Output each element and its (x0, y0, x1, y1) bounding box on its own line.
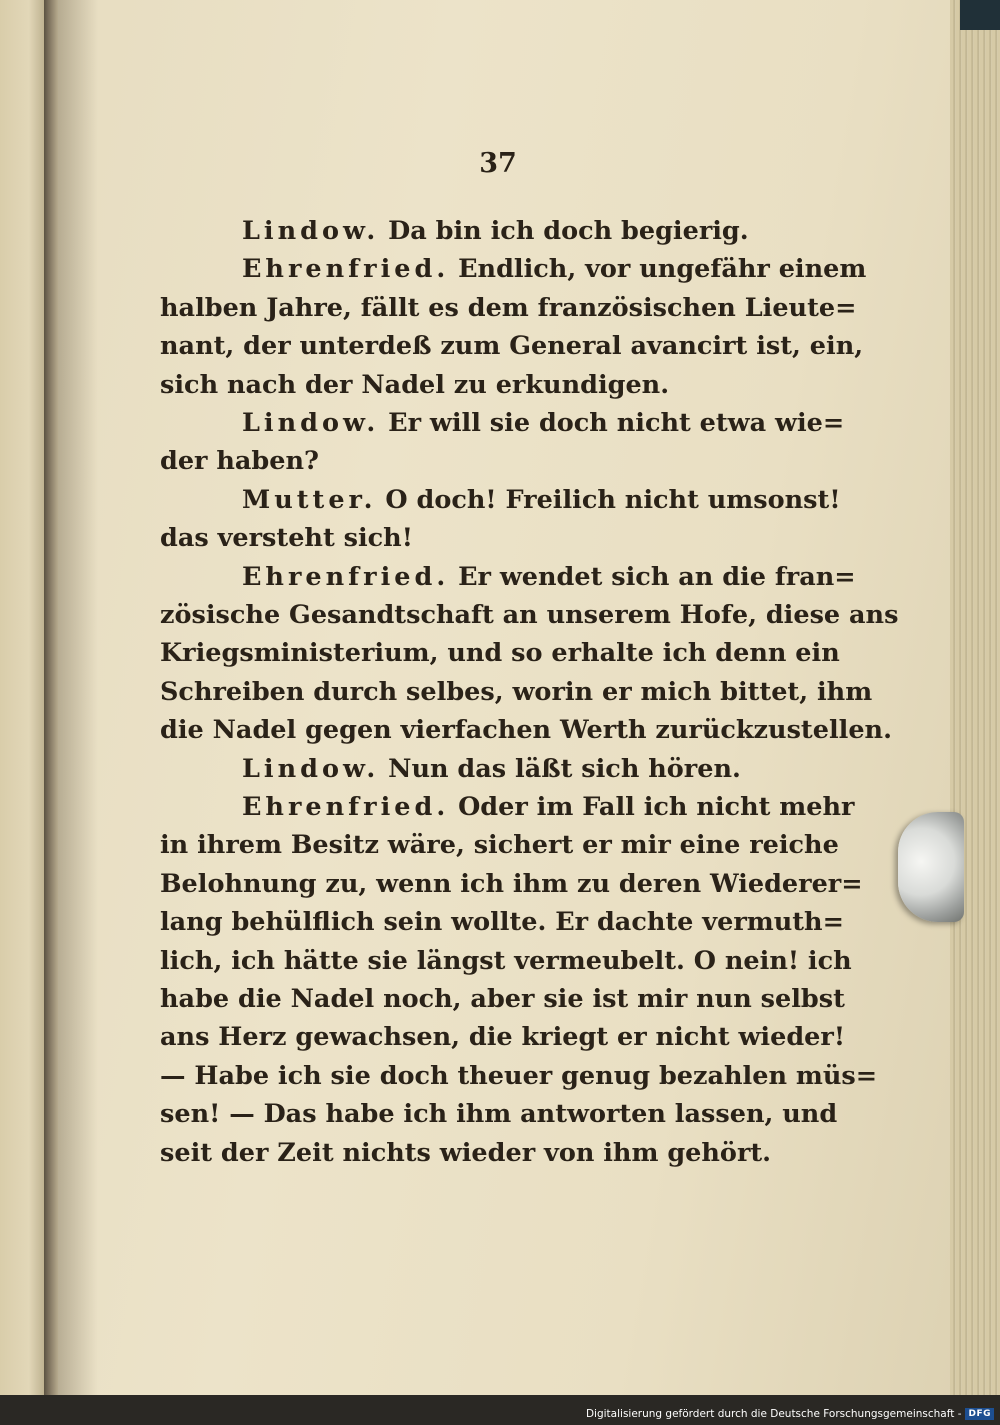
line-text: die Nadel gegen vierfachen Werth zurückzustellen. (160, 715, 892, 746)
page-shadow (58, 0, 98, 1395)
page-stack-edges (950, 0, 1000, 1395)
text-line (160, 1095, 838, 1133)
text-line (160, 442, 830, 480)
text-line (160, 327, 864, 365)
text-line (160, 1018, 846, 1056)
dfg-logo: DFG (965, 1408, 994, 1420)
line-text: das versteht sich! (160, 523, 413, 554)
speaker-name: Lindow. (242, 408, 380, 438)
text-line (160, 634, 840, 672)
line-text: Er will sie doch nicht etwa wie= (388, 408, 845, 438)
text-line (242, 481, 841, 519)
speaker-name: Mutter. (242, 484, 377, 515)
line-text: — Habe ich sie doch theuer genug bezahlen müs= (160, 1060, 878, 1091)
line-text: Schreiben durch selbes, worin er mich bittet, ihm (160, 676, 873, 707)
text-line (242, 250, 867, 288)
line-text: seit der Zeit nichts wieder von ihm gehört. (160, 1137, 772, 1168)
text-line (242, 788, 855, 826)
line-text: halben Jahre, fällt es dem französischen Lieute= (160, 292, 857, 323)
scanner-corner (960, 0, 1000, 30)
left-page-edge (0, 0, 48, 1395)
speaker-name: Ehrenfried. (242, 254, 450, 285)
line-text: O doch! Freilich nicht umsonst! (385, 484, 841, 515)
line-text: sen! — Das habe ich ihm antworten lassen, und (160, 1099, 838, 1130)
text-line (160, 289, 857, 327)
text-line (242, 404, 845, 442)
text-line (160, 1057, 878, 1095)
line-text: ans Herz gewachsen, die kriegt er nicht wieder! (160, 1022, 846, 1053)
line-text: habe die Nadel noch, aber sie ist mir nun selbst (160, 984, 845, 1014)
text-line (242, 750, 830, 788)
funding-footer (586, 1406, 994, 1422)
speaker-name: Ehrenfried. (242, 792, 450, 822)
text-line (160, 366, 830, 404)
line-text: Belohnung zu, wenn ich ihm zu deren Wiederer= (160, 868, 863, 899)
speaker-name: Lindow. (242, 216, 380, 246)
text-line (242, 212, 830, 250)
line-text: Oder im Fall ich nicht mehr (458, 792, 855, 822)
text-line (160, 1134, 830, 1172)
text-line (160, 980, 845, 1018)
text-line (160, 942, 852, 980)
line-text: zösische Gesandtschaft an unserem Hofe, diese ans (160, 600, 899, 630)
funding-credit: Digitalisierung gefördert durch die Deutsche Forschungsgemeinschaft - (585, 1408, 962, 1420)
text-line (242, 558, 856, 596)
line-text: in ihrem Besitz wäre, sichert er mir eine reiche (160, 830, 839, 861)
line-text: der haben? (160, 446, 319, 477)
text-line (160, 711, 892, 749)
line-text: Da bin ich doch begierig. (388, 216, 749, 246)
line-text: sich nach der Nadel zu erkundigen. (160, 369, 670, 400)
page-number: 37 (479, 148, 517, 179)
line-text: lang behülflich sein wollte. Er dachte vermuth= (160, 907, 844, 938)
text-line (160, 519, 830, 557)
line-text: Er wendet sich an die fran= (458, 561, 856, 592)
line-text: Endlich, vor ungefähr einem (458, 254, 867, 285)
speaker-name: Ehrenfried. (242, 561, 450, 592)
line-text: lich, ich hätte sie längst vermeubelt. O nein! ich (160, 945, 852, 976)
speaker-name: Lindow. (242, 753, 380, 784)
page-clip-holder (898, 812, 964, 922)
text-line (160, 673, 873, 711)
line-text: nant, der unterdeß zum General avancirt ist, ein, (160, 331, 864, 362)
line-text: Nun das läßt sich hören. (388, 753, 741, 784)
line-text: Kriegsministerium, und so erhalte ich denn ein (160, 638, 840, 669)
text-line (160, 903, 844, 941)
text-line (160, 865, 863, 903)
text-line (160, 826, 839, 864)
text-line (160, 596, 899, 634)
